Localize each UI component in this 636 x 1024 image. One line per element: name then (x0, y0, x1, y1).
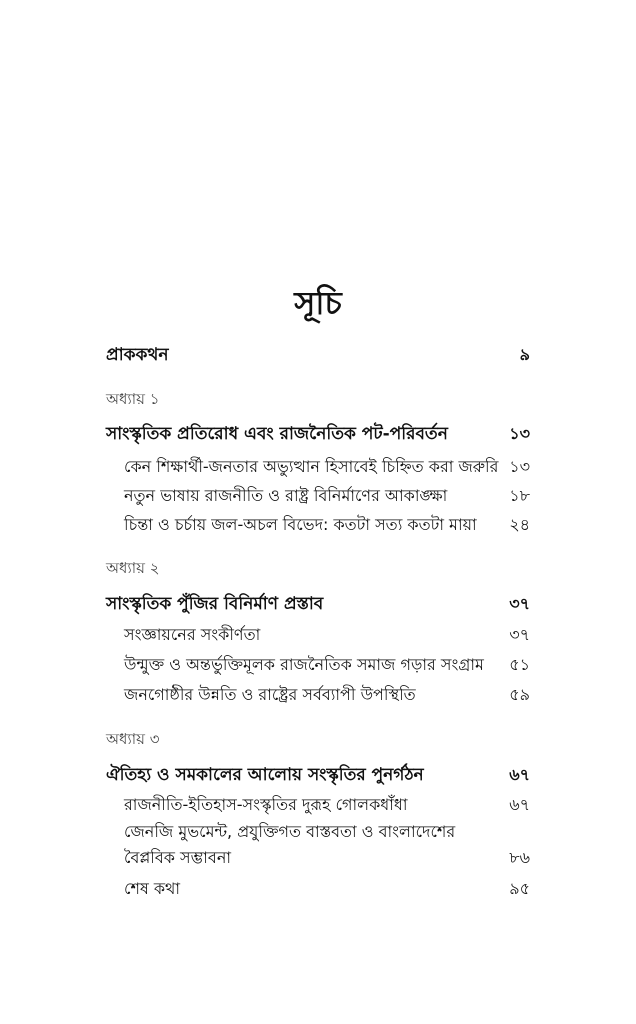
toc-entry-label: রাজনীতি-ইতিহাস-সংস্কৃতির দুরূহ গোলকধাঁধা (124, 795, 408, 814)
toc-entry-section[interactable] (124, 819, 530, 871)
toc-entry-chapter[interactable] (106, 421, 530, 449)
toc-entry-section[interactable] (124, 622, 530, 649)
toc-entry-label: কেন শিক্ষার্থী-জনতার অভ্যুত্থান হিসাবেই চিহ্নিত করা জরুরি (124, 457, 499, 476)
toc-entry-section[interactable] (124, 682, 530, 709)
chapter-heading: অধ্যায় ৩ (106, 730, 160, 748)
toc-entry-section[interactable] (124, 792, 530, 819)
toc-entry-label: সংজ্ঞায়নের সংকীর্ণতা (124, 625, 261, 644)
toc-page-number: ৫৯ (509, 685, 530, 704)
toc-entry-preface[interactable] (106, 342, 530, 370)
toc-entry-section[interactable] (124, 454, 530, 481)
toc-entry-label: শেষ কথা (124, 879, 181, 898)
toc-entry-label-line1: জেনজি মুভমেন্ট, প্রযুক্তিগত বাস্তবতা ও বাংলাদেশের (124, 822, 456, 841)
toc-page-number: ৬৭ (509, 795, 530, 814)
toc-page-number: ৩৭ (509, 594, 530, 613)
toc-page-number: ৮৬ (509, 848, 530, 867)
toc-entry-section[interactable] (124, 876, 530, 903)
toc-entry-section[interactable] (124, 652, 530, 679)
toc-page-number: ১৩ (509, 424, 530, 443)
toc-page-number: ১৮ (509, 486, 530, 505)
toc-page-number: ৬৭ (509, 765, 530, 784)
toc-page-number: ৯ (519, 345, 530, 364)
chapter-heading: অধ্যায় ২ (106, 559, 160, 577)
toc-page-number: ১৩ (509, 457, 530, 476)
toc-entry-label: চিন্তা ও চর্চায় জল-অচল বিভেদ: কতটা সত্য কতটা মায়া (124, 515, 477, 534)
toc-entry-label: উন্মুক্ত ও অন্তর্ভুক্তিমূলক রাজনৈতিক সমাজ গড়ার সংগ্রাম (124, 655, 484, 674)
toc-entry-chapter[interactable] (106, 591, 530, 619)
toc-entry-label: জনগোষ্ঠীর উন্নতি ও রাষ্ট্রের সর্বব্যাপী উপস্থিতি (124, 685, 416, 704)
toc-page-number: ২৪ (509, 515, 530, 534)
toc-entry-label: সাংস্কৃতিক পুঁজির বিনির্মাণ প্রস্তাব (106, 594, 324, 614)
toc-entry-label: সাংস্কৃতিক প্রতিরোধ এবং রাজনৈতিক পট-পরিবর্তন (106, 424, 448, 444)
toc-entry-label: প্রাককথন (106, 345, 169, 365)
toc-entry-chapter[interactable] (106, 762, 530, 790)
toc-entry-section[interactable] (124, 483, 530, 510)
toc-page-number: ৩৭ (509, 625, 530, 644)
toc-page-number: ৫১ (509, 655, 530, 674)
toc-entry-section[interactable] (124, 512, 530, 539)
toc-entry-label: ঐতিহ্য ও সমকালের আলোয় সংস্কৃতির পুনর্গঠন (106, 765, 424, 785)
chapter-heading: অধ্যায় ১ (106, 390, 160, 408)
toc-page-number: ৯৫ (509, 879, 530, 898)
toc-entry-label: নতুন ভাষায় রাজনীতি ও রাষ্ট্র বিনির্মাণের আকাঙ্ক্ষা (124, 486, 448, 505)
page-title: সূচি (294, 284, 342, 322)
toc-entry-label-line2: বৈপ্লবিক সম্ভাবনা (124, 848, 232, 867)
